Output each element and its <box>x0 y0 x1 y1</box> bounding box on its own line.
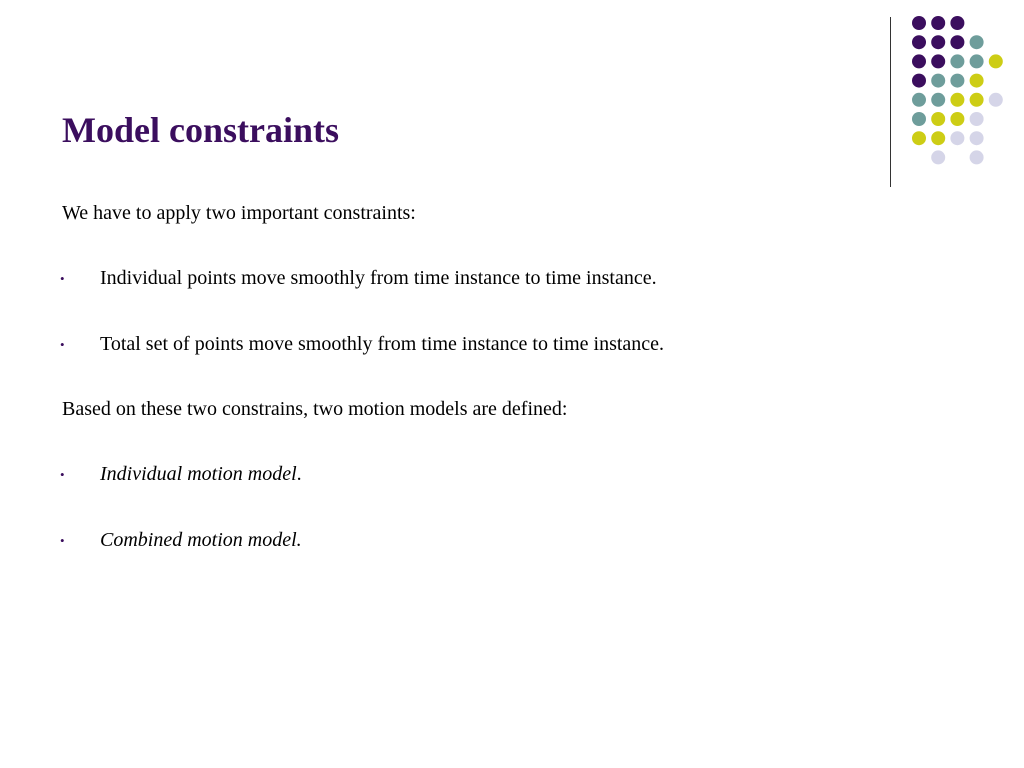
decorative-dot <box>912 131 926 145</box>
model-suffix: . <box>296 463 302 485</box>
constraint-item-1: Individual points move smoothly from time instance to time instance. <box>100 267 657 289</box>
decorative-dot <box>931 74 945 88</box>
decorative-dot <box>970 74 984 88</box>
decorative-dot <box>950 16 964 30</box>
decorative-dot <box>970 112 984 126</box>
constraint-item-2: Total set of points move smoothly from time instance to time instance. <box>100 333 665 355</box>
decorative-dot <box>950 93 964 107</box>
bullet-marker: • <box>60 467 65 482</box>
decorative-dot <box>931 16 945 30</box>
decorative-dot <box>912 16 926 30</box>
model-name: Individual motion model <box>100 463 297 485</box>
decorative-dot <box>931 35 945 49</box>
decorative-dot <box>912 35 926 49</box>
bullet-marker: • <box>60 271 65 286</box>
model-name: Combined motion model. <box>100 529 302 551</box>
decorative-dot <box>931 54 945 68</box>
decorative-dot <box>989 93 1003 107</box>
decorative-dot <box>931 131 945 145</box>
decorative-dot <box>970 93 984 107</box>
model-item-2 <box>100 527 302 553</box>
models-intro-text: Based on these two constrains, two motion models are defined: <box>62 398 568 420</box>
decorative-dot <box>912 54 926 68</box>
decorative-dot <box>950 54 964 68</box>
decorative-dot <box>970 54 984 68</box>
decorative-dot-grid <box>0 0 1024 200</box>
decorative-dot <box>912 93 926 107</box>
decorative-dot <box>931 93 945 107</box>
slide-title: Model constraints <box>62 110 339 150</box>
decorative-dot <box>912 112 926 126</box>
intro-text: We have to apply two important constraints: <box>62 202 416 224</box>
model-item-1 <box>100 461 302 487</box>
decorative-dot <box>970 35 984 49</box>
bullet-marker: • <box>60 337 65 352</box>
decorative-dot <box>950 131 964 145</box>
bullet-marker: • <box>60 533 65 548</box>
decorative-dot <box>989 54 1003 68</box>
decorative-dot <box>950 112 964 126</box>
decorative-dot <box>912 74 926 88</box>
decorative-dot <box>931 112 945 126</box>
decorative-dot <box>950 74 964 88</box>
decorative-dot <box>970 150 984 164</box>
decorative-dot <box>950 35 964 49</box>
decorative-dot <box>970 131 984 145</box>
decorative-dot <box>931 150 945 164</box>
